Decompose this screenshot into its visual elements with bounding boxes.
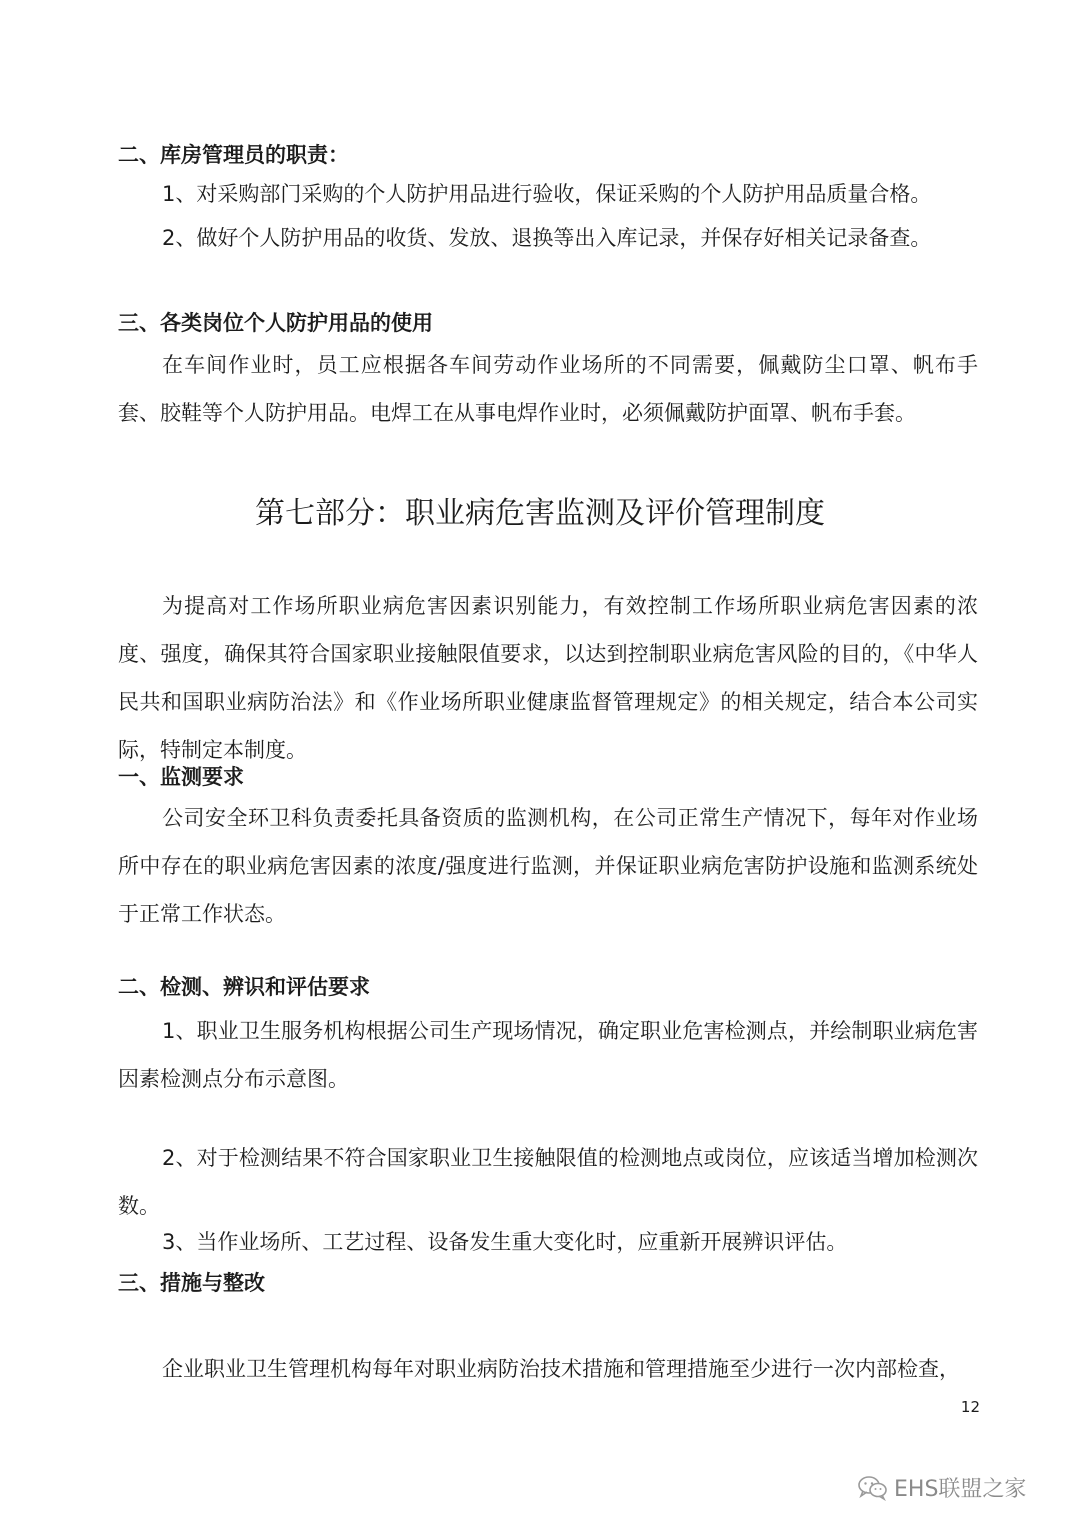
part-title: 第七部分：职业病危害监测及评价管理制度: [255, 496, 825, 531]
list-item: 2、对于检测结果不符合国家职业卫生接触限值的检测地点或岗位，应该适当增加检测次数。: [118, 1146, 978, 1218]
paragraph: 企业职业卫生管理机构每年对职业病防治技术措施和管理措施至少进行一次内部检查，: [162, 1357, 960, 1381]
watermark-text: EHS联盟之家: [894, 1477, 1027, 1502]
section-heading-monitoring: 一、监测要求: [118, 765, 244, 789]
paragraph: 为提高对工作场所职业病危害因素识别能力，有效控制工作场所职业病危害因素的浓度、强度，确保其符合国家职业接触限值要求，以达到控制职业病危害风险的目的，《中华人民共和国职业病防治法》和《作业场所职业健康监督管理规定》的相关规定，结合本公司实际，特制定本制度。: [118, 594, 978, 762]
section-heading-detection: 二、检测、辨识和评估要求: [118, 975, 370, 999]
page-number: 12: [960, 1398, 980, 1416]
wechat-icon: [858, 1475, 888, 1501]
paragraph: 在车间作业时，员工应根据各车间劳动作业场所的不同需要，佩戴防尘口罩、帆布手套、胶鞋等个人防护用品。电焊工在从事电焊作业时，必须佩戴防护面罩、帆布手套。: [118, 353, 978, 425]
list-item: 1、对采购部门采购的个人防护用品进行验收，保证采购的个人防护用品质量合格。: [162, 182, 932, 206]
paragraph: 公司安全环卫科负责委托具备资质的监测机构，在公司正常生产情况下，每年对作业场所中存在的职业病危害因素的浓度/强度进行监测，并保证职业病危害防护设施和监测系统处于正常工作状态。: [118, 806, 978, 926]
section-heading-warehouse-duties: 二、库房管理员的职责：: [118, 143, 349, 167]
section-heading-ppe-usage: 三、各类岗位个人防护用品的使用: [118, 311, 433, 335]
list-item: 3、当作业场所、工艺过程、设备发生重大变化时，应重新开展辨识评估。: [162, 1230, 848, 1254]
list-item: 1、职业卫生服务机构根据公司生产现场情况，确定职业危害检测点，并绘制职业病危害因素检测点分布示意图。: [118, 1019, 978, 1091]
watermark: [858, 1472, 1026, 1503]
section-heading-measures: 三、措施与整改: [118, 1271, 265, 1295]
list-item: 2、做好个人防护用品的收货、发放、退换等出入库记录，并保存好相关记录备查。: [162, 226, 932, 250]
